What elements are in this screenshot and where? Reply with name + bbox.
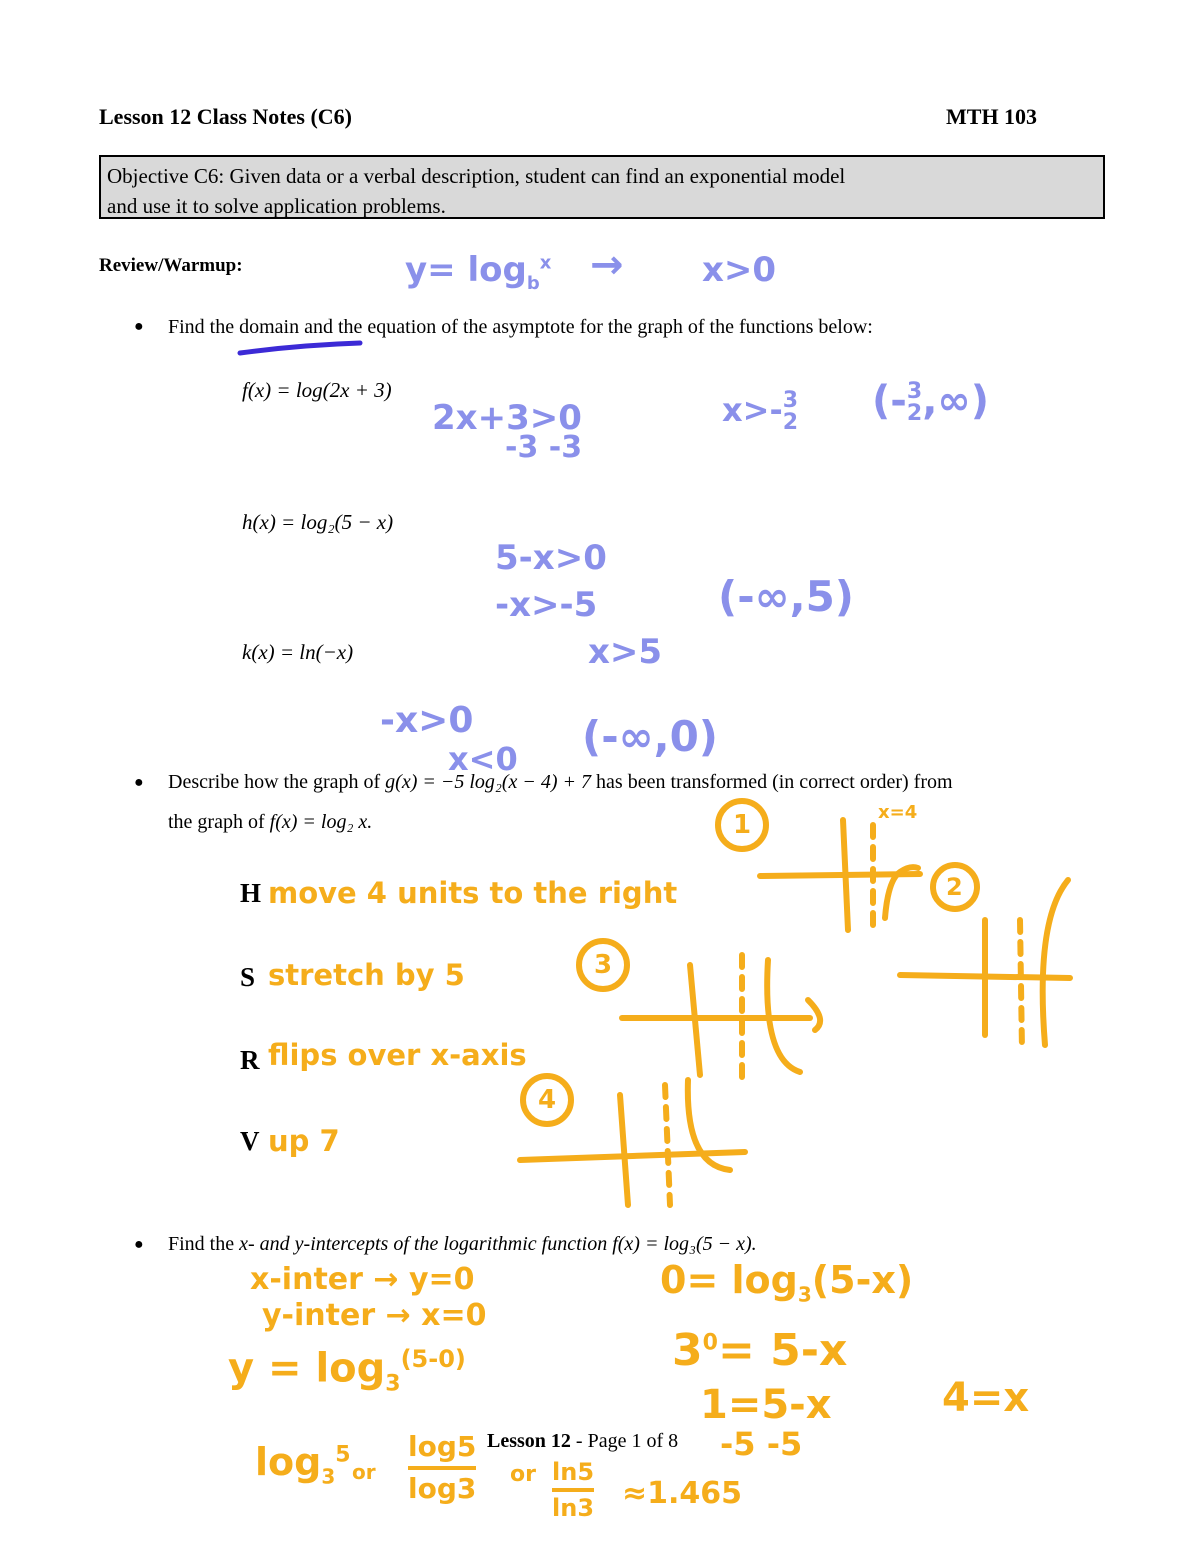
hw-y-inter: y-inter → x=0 (262, 1298, 487, 1333)
hw-log3-5-text: log (255, 1440, 322, 1484)
bullet-icon: ● (134, 774, 144, 791)
hw-f-den: 2 (782, 410, 799, 435)
bullet-intercepts-lead: Find the (168, 1233, 235, 1255)
hw-x-subtract: -5 -5 (720, 1425, 803, 1463)
hw-y-log3-base: 3 (385, 1371, 401, 1397)
hw-f-int-close: ,∞) (922, 378, 989, 424)
hw-x-eq0-text: 0= log (660, 1258, 798, 1302)
graph2-asymptote (1020, 920, 1022, 1050)
bullet-domain-text: Find the domain and the equation of the asymptote for the graph of the functions below: (168, 316, 873, 338)
hw-log-fraction (408, 1428, 476, 1508)
footer-lesson: Lesson 12 (487, 1430, 571, 1452)
hw-h-interval: (-∞,5) (718, 572, 854, 621)
hw-log3-5-base: 3 (321, 1464, 336, 1489)
graph4-axis-y (620, 1095, 628, 1205)
hw-x-result: 4=x (942, 1375, 1030, 1421)
hw-log-den: log3 (408, 1472, 477, 1505)
function-f: f(x) = log(2x + 3) (242, 378, 392, 402)
hw-h-step: -x>-5 (495, 585, 598, 625)
hw-f-num: 3 (782, 388, 799, 413)
hw-x-eq0 (660, 1258, 913, 1307)
course-code: MTH 103 (946, 104, 1038, 129)
hw-x-eq0-arg: (5-x) (811, 1258, 914, 1302)
bullet-transform-mid: has been transformed (in correct order) from (596, 771, 953, 793)
hw-h-ineq: 5-x>0 (495, 538, 607, 578)
hw-f-int-num: 3 (906, 379, 923, 404)
letter-r: R (240, 1045, 260, 1075)
hw-y-log3-arg: (5-0) (400, 1345, 466, 1373)
hw-approx-value: ≈1.465 (622, 1476, 743, 1511)
hw-h-result: x>5 (588, 632, 663, 672)
graph1-axis-y (843, 820, 848, 930)
bullet-transform-line2-text: the graph of (168, 811, 265, 833)
bullet-intercepts-mid: x- and y-intercepts of the logarithmic function (239, 1233, 608, 1255)
graph4-asymptote (665, 1085, 670, 1205)
hw-x-power-base: 3 (672, 1325, 703, 1376)
letter-s: S (240, 962, 256, 992)
hw-log3-5 (255, 1440, 351, 1489)
objective-line-1: Objective C6: Given data or a verbal description, student can find an exponential model (107, 164, 846, 188)
hw-y-log3 (228, 1345, 466, 1396)
hw-x-eq0-base: 3 (797, 1282, 812, 1307)
hw-x-step: 1=5-x (700, 1382, 832, 1428)
transform-g-equation: g(x) = −5 log₂(x − 4) + 7 (385, 771, 592, 793)
step3-number: 3 (594, 950, 613, 980)
hw-y-log3-text: y = log (228, 1345, 386, 1392)
graph2-curve (1043, 880, 1068, 1045)
hw-ln-den: ln3 (552, 1494, 595, 1522)
hw-r-desc: flips over x-axis (268, 1038, 527, 1072)
intercepts-equation: f(x) = log₃(5 − x). (612, 1233, 757, 1255)
bullet-icon: ● (134, 1236, 144, 1253)
hw-s-desc: stretch by 5 (268, 958, 465, 992)
hw-f-ineq: 2x+3>0 (432, 398, 582, 438)
bullet-icon: ● (134, 318, 144, 335)
step2-number: 2 (946, 873, 963, 901)
hw-f-int-open: (- (872, 378, 907, 424)
graph4-axis-x (520, 1152, 745, 1160)
hw-log3-5-arg: 5 (335, 1442, 351, 1468)
hw-k-ineq: -x>0 (380, 700, 474, 741)
hw-f-subtract: -3 -3 (505, 430, 583, 465)
hw-domain-underline (240, 343, 360, 353)
hw-h-desc: move 4 units to the right (268, 876, 678, 910)
hw-ln-fraction (552, 1456, 594, 1524)
hw-arrow-icon: → (590, 242, 624, 288)
lesson-title: Lesson 12 Class Notes (C6) (99, 104, 352, 129)
function-h: h(x) = log₂(5 − x) (242, 510, 394, 534)
hw-f-int-den: 2 (906, 401, 923, 426)
hw-k-interval: (-∞,0) (582, 712, 718, 761)
hw-x-arg: x (539, 252, 552, 274)
hw-base-b: b (526, 272, 540, 294)
bullet-transform-lead: Describe how the graph of (168, 771, 381, 793)
hw-x-power-exp: 0 (702, 1330, 718, 1356)
hw-x-eq-4: x=4 (878, 802, 918, 823)
hw-y-log: y= log (405, 250, 527, 290)
hw-ln-num: ln5 (552, 1456, 594, 1492)
function-k: k(x) = ln(−x) (242, 640, 354, 664)
step1-number: 1 (733, 810, 752, 840)
hw-k-result: x<0 (448, 740, 518, 778)
hw-x-inter: x-inter → y=0 (250, 1262, 475, 1297)
hw-or-1: or (352, 1460, 376, 1484)
letter-v: V (240, 1126, 260, 1156)
hw-x-power (672, 1325, 847, 1376)
step4-number: 4 (538, 1085, 557, 1115)
objective-line-2: and use it to solve application problems. (107, 194, 446, 218)
hw-v-desc: up 7 (268, 1124, 340, 1158)
hw-f-x-gt: x>- (722, 391, 783, 429)
hw-log-num: log5 (408, 1428, 476, 1470)
hw-x-power-rest: = 5-x (717, 1325, 848, 1376)
hw-x-gt-0: x>0 (702, 250, 777, 290)
transform-f-equation: f(x) = log₂ x. (269, 811, 373, 833)
letter-h: H (240, 878, 262, 908)
footer-page: - Page 1 of 8 (570, 1430, 679, 1452)
review-label: Review/Warmup: (99, 255, 243, 276)
hw-or-2: or (510, 1462, 536, 1487)
